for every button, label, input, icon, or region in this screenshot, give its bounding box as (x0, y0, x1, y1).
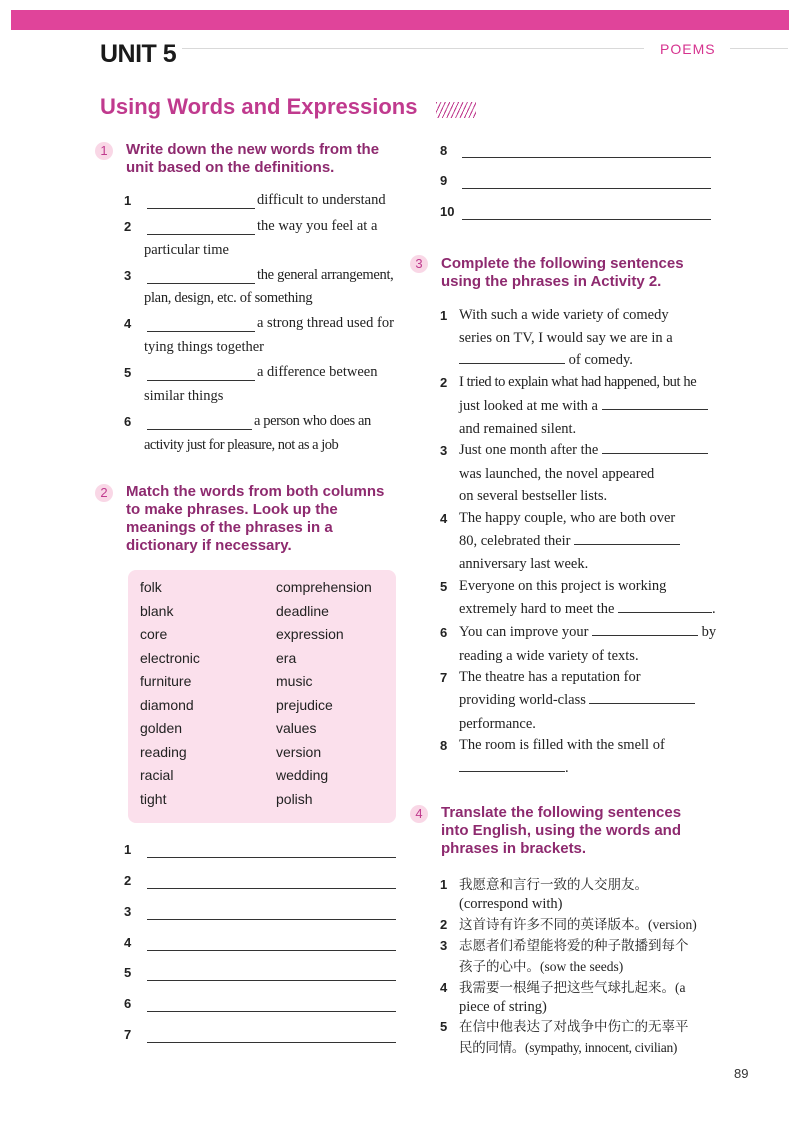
answer-blank[interactable] (459, 351, 565, 364)
activity-4-title: Translate the following sentences into English, using the words and phrases in brackets. (441, 804, 682, 857)
definition: tying things together (144, 339, 265, 355)
word-right: wedding (276, 767, 329, 783)
answer-blank[interactable] (618, 600, 712, 613)
line-number: 4 (124, 935, 132, 950)
line-number: 8 (440, 143, 448, 158)
word-right: deadline (276, 603, 329, 619)
sentence-text: and remained silent. (459, 421, 577, 437)
answer-line[interactable] (147, 950, 396, 951)
line-number: 7 (124, 1027, 132, 1042)
item-number: 4 (440, 511, 448, 526)
word-right: era (276, 650, 297, 666)
line-number: 2 (124, 873, 132, 888)
page-number: 89 (734, 1066, 749, 1081)
line-number: 1 (124, 842, 132, 857)
word-left: folk (140, 579, 162, 595)
answer-blank[interactable] (459, 759, 565, 772)
chinese-sentence: 我需要一根绳子把这些气球扎起来。(a (459, 980, 686, 995)
activity-2-title: Match the words from both columns to make phrases. Look up the meanings of the phrases in a dictionary if necessary. (126, 483, 385, 554)
line-number: 10 (440, 204, 455, 219)
item-number: 1 (440, 308, 448, 323)
line-number: 9 (440, 173, 448, 188)
sentence-text: You can improve your by (459, 624, 717, 640)
chinese-sentence: 我愿意和言行一致的人交朋友。 (459, 877, 648, 892)
word-right: version (276, 744, 322, 760)
bracket-hint: piece of string) (459, 999, 547, 1015)
item-number: 7 (440, 670, 448, 685)
definition: the general arrangement, (257, 267, 394, 283)
definition: particular time (144, 242, 229, 258)
word-left: golden (140, 720, 183, 736)
bracket-hint: (correspond with) (459, 896, 563, 912)
answer-blank[interactable] (147, 208, 255, 209)
item-number: 4 (124, 316, 132, 331)
sentence-text: performance. (459, 716, 536, 732)
chinese-sentence: 孩子的心中。(sow the seeds) (459, 959, 624, 974)
sentence-text: I tried to explain what had happened, but he (459, 374, 697, 390)
line-number: 5 (124, 965, 132, 980)
word-right: prejudice (276, 697, 333, 713)
word-right: values (276, 720, 317, 736)
answer-blank[interactable] (574, 532, 680, 545)
item-number: 4 (440, 980, 448, 995)
sentence-text: was launched, the novel appeared (459, 466, 655, 482)
line-number: 3 (124, 904, 132, 919)
answer-line[interactable] (147, 980, 396, 981)
word-left: reading (140, 744, 187, 760)
activity-4-number: 4 (410, 805, 428, 823)
definition: activity just for pleasure, not as a job (144, 437, 339, 453)
answer-line[interactable] (147, 1042, 396, 1043)
word-left: electronic (140, 650, 200, 666)
activity-1-title: Write down the new words from the unit based on the definitions. (126, 141, 380, 176)
sentence-text: series on TV, I would say we are in a (459, 330, 673, 346)
definition: a difference between (257, 364, 378, 380)
activity-3-number: 3 (410, 255, 428, 273)
item-number: 1 (440, 877, 448, 892)
sentence-text: extremely hard to meet the . (459, 601, 716, 617)
item-number: 3 (440, 938, 448, 953)
answer-line[interactable] (147, 888, 396, 889)
activity-1-number: 1 (95, 142, 113, 160)
word-left: diamond (140, 697, 194, 713)
item-number: 2 (440, 917, 448, 932)
sentence-text: 80, celebrated their (459, 530, 680, 553)
line-number: 6 (124, 996, 132, 1011)
answer-line[interactable] (462, 188, 711, 189)
word-right: polish (276, 791, 313, 807)
sentence-text: With such a wide variety of comedy (459, 307, 669, 323)
header-bar (11, 10, 789, 30)
chinese-sentence: 这首诗有许多不同的英译版本。(version) (459, 917, 697, 932)
sentence-text: Just one month after the (459, 439, 708, 462)
item-number: 5 (124, 365, 132, 380)
answer-blank[interactable] (602, 397, 708, 410)
answer-line[interactable] (462, 157, 711, 158)
header-rule (182, 48, 644, 49)
answer-blank[interactable] (147, 283, 255, 284)
word-right: expression (276, 626, 344, 642)
item-number: 3 (440, 443, 448, 458)
section-title: Using Words and Expressions (100, 94, 418, 119)
item-number: 5 (440, 579, 448, 594)
chinese-sentence: 在信中他表达了对战争中伤亡的无辜平 (459, 1019, 689, 1034)
definition: difficult to understand (257, 192, 386, 208)
sentence-text: The room is filled with the smell of (459, 737, 665, 753)
answer-line[interactable] (147, 919, 396, 920)
answer-blank[interactable] (592, 623, 698, 636)
word-left: tight (140, 791, 167, 807)
definition: the way you feel at a (257, 218, 378, 234)
activity-2-number: 2 (95, 484, 113, 502)
sentence-text: just looked at me with a (459, 395, 708, 418)
answer-blank[interactable] (147, 234, 255, 235)
answer-line[interactable] (462, 219, 711, 220)
word-left: blank (140, 603, 174, 619)
definition: a person who does an (254, 413, 371, 429)
sentence-text: The theatre has a reputation for (459, 669, 641, 685)
word-right: music (276, 673, 313, 689)
word-left: racial (140, 767, 174, 783)
answer-blank[interactable] (602, 441, 708, 454)
word-left: furniture (140, 673, 192, 689)
item-number: 3 (124, 268, 132, 283)
sentence-text: Everyone on this project is working (459, 578, 667, 594)
item-number: 6 (124, 414, 132, 429)
answer-blank[interactable] (147, 429, 252, 430)
hatch-decoration (436, 102, 476, 118)
section-label: POEMS (660, 41, 716, 57)
unit-label: UNIT 5 (100, 40, 177, 68)
sentence-text: . (459, 757, 569, 780)
sentence-text: reading a wide variety of texts. (459, 648, 639, 664)
chinese-sentence: 志愿者们希望能将爱的种子散播到每个 (459, 938, 689, 953)
definition: similar things (144, 388, 224, 404)
answer-line[interactable] (147, 1011, 396, 1012)
word-right: comprehension (276, 579, 372, 595)
chinese-sentence: 民的同情。(sympathy, innocent, civilian) (459, 1040, 678, 1055)
definition: plan, design, etc. of something (144, 290, 313, 306)
item-number: 2 (440, 375, 448, 390)
item-number: 2 (124, 219, 132, 234)
sentence-text: anniversary last week. (459, 556, 589, 572)
item-number: 6 (440, 625, 448, 640)
sentence-text: providing world-class (459, 689, 695, 712)
item-number: 5 (440, 1019, 448, 1034)
header-rule-right (730, 48, 788, 49)
answer-blank[interactable] (589, 691, 695, 704)
item-number: 1 (124, 193, 132, 208)
definition: a strong thread used for (257, 315, 394, 331)
sentence-text: The happy couple, who are both over (459, 510, 676, 526)
answer-blank[interactable] (147, 331, 255, 332)
answer-line[interactable] (147, 857, 396, 858)
sentence-text: of comedy. (459, 349, 633, 372)
answer-blank[interactable] (147, 380, 255, 381)
item-number: 8 (440, 738, 448, 753)
sentence-text: on several bestseller lists. (459, 488, 608, 504)
activity-3-title: Complete the following sentences using the phrases in Activity 2. (441, 255, 684, 290)
word-left: core (140, 626, 168, 642)
